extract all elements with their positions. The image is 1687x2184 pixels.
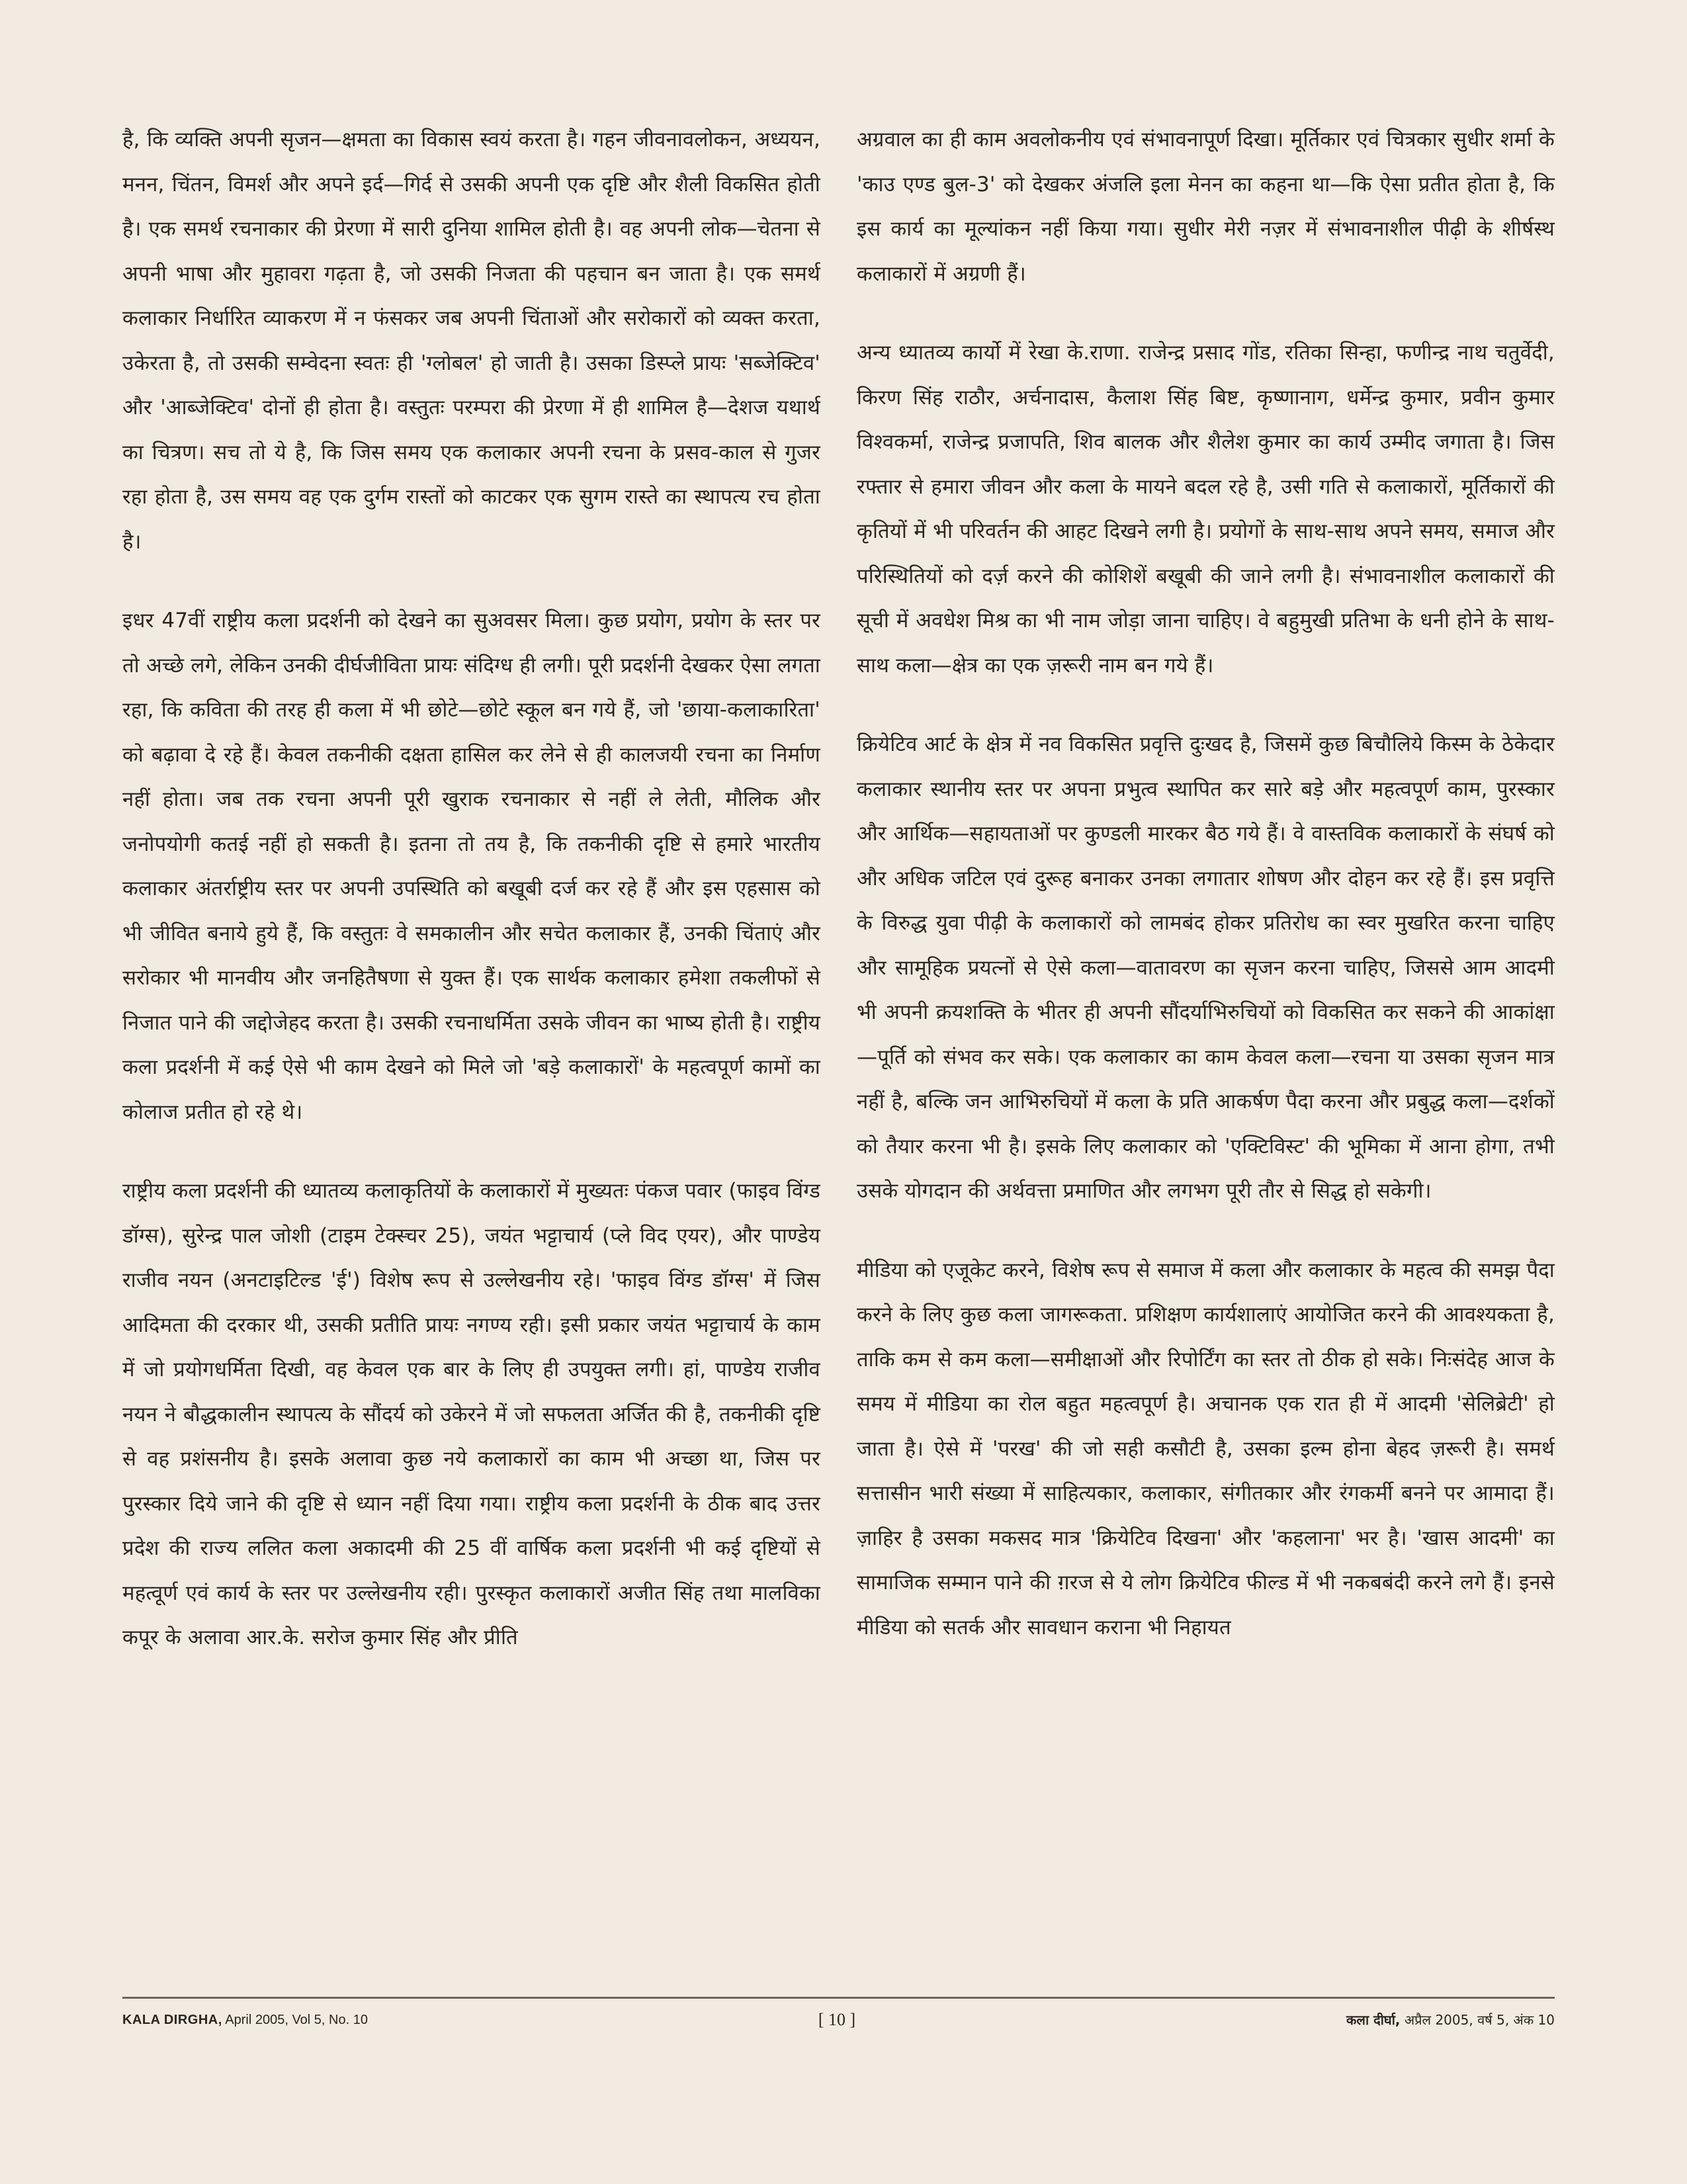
footer-issue-info-hindi: अप्रैल 2005, वर्ष 5, अंक 10 <box>1404 2012 1555 2028</box>
paragraph: इधर 47वीं राष्ट्रीय कला प्रदर्शनी को देखने का सुअवसर मिला। कुछ प्रयोग, प्रयोग के स्तर पर तो अच्छे लगे, लेकिन उनकी दीर्घजीविता प्रायः संदिग्ध ही लगी। पूरी प्रदर्शनी देखकर ऐसा लगता रहा, कि कविता की तरह ही कला में भी छोटे—छोटे स्कूल बन गये हैं, जो 'छाया-कलाकारिता' को बढ़ावा दे रहे हैं। केवल तकनीकी दक्षता हासिल कर लेने से ही कालजयी रचना का निर्माण नहीं होता। जब तक रचना अपनी पूरी खुराक रचनाकार से नहीं ले लेती, मौलिक और जनोपयोगी कतई नहीं हो सकती है। इतना तो तय है, कि तकनीकी दृष्टि से हमारे भारतीय कलाकार अंतर्राष्ट्रीय स्तर पर अपनी उपस्थिति को बखूबी दर्ज कर रहे हैं और इस एहसास को भी जीवित बनाये हुये हैं, कि वस्तुतः वे समकालीन और सचेत कलाकार हैं, उनकी चिंताएं और सरोकार भी मानवीय और जनहितैषणा से युक्त हैं। एक सार्थक कलाकार हमेशा तकलीफों से निजात पाने की जद्दोजेहद करता है। उसकी रचनाधर्मिता उसके जीवन का भाष्य होती है। राष्ट्रीय कला प्रदर्शनी में कई ऐसे भी काम देखने को मिले जो 'बड़े कलाकारों' के महत्वपूर्ण कामों का कोलाज प्रतीत हो रहे थे। <box>122 609 820 1124</box>
footer-right <box>1346 2010 1555 2030</box>
footer-magazine-title: KALA DIRGHA, <box>122 2013 222 2027</box>
left-column <box>122 118 820 1695</box>
page-number: [ 10 ] <box>818 2010 856 2029</box>
paragraph: क्रियेटिव आर्ट के क्षेत्र में नव विकसित प्रवृत्ति दुःखद है, जिसमें कुछ बिचौलिये किस्म के ठेकेदार कलाकार स्थानीय स्तर पर अपना प्रभुत्व स्थापित कर सारे बड़े और महत्वपूर्ण काम, पुरस्कार और आर्थिक—सहायताओं पर कुण्डली मारकर बैठ गये हैं। वे वास्तविक कलाकारों के संघर्ष को और अधिक जटिल एवं दुरूह बनाकर उनका लगातार शोषण और दोहन कर रहे हैं। इस प्रवृत्ति के विरुद्ध युवा पीढ़ी के कलाकारों को लामबंद होकर प्रतिरोध का स्वर मुखरित करना चाहिए और सामूहिक प्रयत्नों से ऐसे कला—वातावरण का सृजन करना चाहिए, जिससे आम आदमी भी अपनी क्रयशक्ति के भीतर ही अपनी सौंदर्याभिरुचियों को विकसित कर सकने की आकांक्षा—पूर्ति को संभव कर सके। एक कलाकार का काम केवल कला—रचना या उसका सृजन मात्र नहीं है, बल्कि जन आभिरुचियों में कला के प्रति आकर्षण पैदा करना और प्रबुद्ध कला—दर्शकों को तैयार करना भी है। इसके लिए कलाकार को 'एक्टिविस्ट' की भूमिका में आना होगा, तभी उसके योगदान की अर्थवत्ता प्रमाणित और लगभग पूरी तौर से सिद्ध हो सकेगी। <box>857 732 1555 1203</box>
paragraph: अन्य ध्यातव्य कार्यो में रेखा के.राणा. राजेन्द्र प्रसाद गोंड, रतिका सिन्हा, फणीन्द्र नाथ चतुर्वेदी, किरण सिंह राठौर, अर्चनादास, कैलाश सिंह बिष्ट, कृष्णानाग, धर्मेन्द्र कुमार, प्रवीन कुमार विश्वकर्मा, राजेन्द्र प्रजापति, शिव बालक और शैलेश कुमार का कार्य उम्मीद जगाता है। जिस रफ्तार से हमारा जीवन और कला के मायने बदल रहे है, उसी गति से कलाकारों, मूर्तिकारों की कृतियों में भी परिवर्तन की आहट दिखने लगी है। प्रयोगों के साथ-साथ अपने समय, समाज और परिस्थितियों को दर्ज़ करने की कोशिशें बखूबी की जाने लगी है। संभावनाशील कलाकारों की सूची में अवधेश मिश्र का भी नाम जोड़ा जाना चाहिए। वे बहुमुखी प्रतिभा के धनी होने के साथ-साथ कला—क्षेत्र का एक ज़रूरी नाम बन गये हैं। <box>857 341 1555 677</box>
right-column <box>857 118 1555 1684</box>
footer-issue-info: April 2005, Vol 5, No. 10 <box>225 2013 368 2027</box>
paragraph: अग्रवाल का ही काम अवलोकनीय एवं संभावनापूर्ण दिखा। मूर्तिकार एवं चित्रकार सुधीर शर्मा के 'काउ एण्ड बुल-3' को देखकर अंजलि इला मेनन का कहना था—कि ऐसा प्रतीत होता है, कि इस कार्य का मूल्यांकन नहीं किया गया। सुधीर मेरी नज़र में संभावनाशील पीढ़ी के शीर्षस्थ कलाकारों में अग्रणी हैं। <box>857 128 1555 286</box>
footer-divider <box>122 1997 1555 1999</box>
footer-left <box>122 2010 368 2030</box>
footer-magazine-title-hindi: कला दीर्घा, <box>1346 2012 1401 2028</box>
paragraph: मीडिया को एजूकेट करने, विशेष रूप से समाज में कला और कलाकार के महत्व की समझ पैदा करने के लिए कुछ कला जागरूकता. प्रशिक्षण कार्यशालाएं आयोजित करने की आवश्यकता है, ताकि कम से कम कला—समीक्षाओं और रिपोर्टिंग का स्तर तो ठीक हो सके। निःसंदेह आज के समय में मीडिया का रोल बहुत महत्वपूर्ण है। अचानक एक रात ही में आदमी 'सेलिब्रेटी' हो जाता है। ऐसे में 'परख' की जो सही कसौटी है, उसका इल्म होना बेहद ज़रूरी है। समर्थ सत्तासीन भारी संख्या में साहित्यकार, कलाकार, संगीतकार और रंगकर्मी बनने पर आमादा हैं। ज़ाहिर है उसका मकसद मात्र 'क्रियेटिव दिखना' और 'कहलाना' भर है। 'खास आदमी' का सामाजिक सम्मान पाने की ग़रज से ये लोग क्रियेटिव फील्ड में भी नकबबंदी करने लगे हैं। इनसे मीडिया को सतर्क और सावधान कराना भी निहायत <box>857 1258 1555 1639</box>
paragraph: है, कि व्यक्ति अपनी सृजन—क्षमता का विकास स्वयं करता है। गहन जीवनावलोकन, अध्ययन, मनन, चिंतन, विमर्श और अपने इर्द—गिर्द से उसकी अपनी एक दृष्टि और शैली विकसित होती है। एक समर्थ रचनाकार की प्रेरणा में सारी दुनिया शामिल होती है। वह अपनी लोक—चेतना से अपनी भाषा और मुहावरा गढ़ता है, जो उसकी निजता की पहचान बन जाता है। एक समर्थ कलाकार निर्धारित व्याकरण में न फंसकर जब अपनी चिंताओं और सरोकारों को व्यक्त करता, उकेरता है, तो उसकी सम्वेदना स्वतः ही 'ग्लोबल' हो जाती है। उसका डिस्प्ले प्रायः 'सब्जेक्टिव' और 'आब्जेक्टिव' दोनों ही होता है। वस्तुतः परम्परा की प्रेरणा में ही शामिल है—देशज यथार्थ का चित्रण। सच तो ये है, कि जिस समय एक कलाकार अपनी रचना के प्रसव-काल से गुजर रहा होता है, उस समय वह एक दुर्गम रास्तों को काटकर एक सुगम रास्ते का स्थापत्य रच होता है। <box>122 128 820 554</box>
paragraph: राष्ट्रीय कला प्रदर्शनी की ध्यातव्य कलाकृतियों के कलाकारों में मुख्यतः पंकज पवार (फाइव विंग्ड डॉग्स), सुरेन्द्र पाल जोशी (टाइम टेक्स्चर 25), जयंत भट्टाचार्य (प्ले विद एयर), और पाण्डेय राजीव नयन (अनटाइटिल्ड 'ई') विशेष रूप से उल्लेखनीय रहे। 'फाइव विंग्ड डॉग्स' में जिस आदिमता की दरकार थी, उसकी प्रतीति प्रायः नगण्य रही। इसी प्रकार जयंत भट्टाचार्य के काम में जो प्रयोगधर्मिता दिखी, वह केवल एक बार के लिए ही उपयुक्त लगी। हां, पाण्डेय राजीव नयन ने बौद्धकालीन स्थापत्य के सौंदर्य को उकेरने में जो सफलता अर्जित की है, तकनीकी दृष्टि से वह प्रशंसनीय है। इसके अलावा कुछ नये कलाकारों का काम भी अच्छा था, जिस पर पुरस्कार दिये जाने की दृष्टि से ध्यान नहीं दिया गया। राष्ट्रीय कला प्रदर्शनी के ठीक बाद उत्तर प्रदेश की राज्य ललित कला अकादमी की 25 वीं वार्षिक कला प्रदर्शनी भी कई दृष्टियों से महत्वूर्ण एवं कार्य के स्तर पर उल्लेखनीय रही। पुरस्कृत कलाकारों अजीत सिंह तथा मालविका कपूर के अलावा आर.के. सरोज कुमार सिंह और प्रीति <box>122 1179 820 1649</box>
